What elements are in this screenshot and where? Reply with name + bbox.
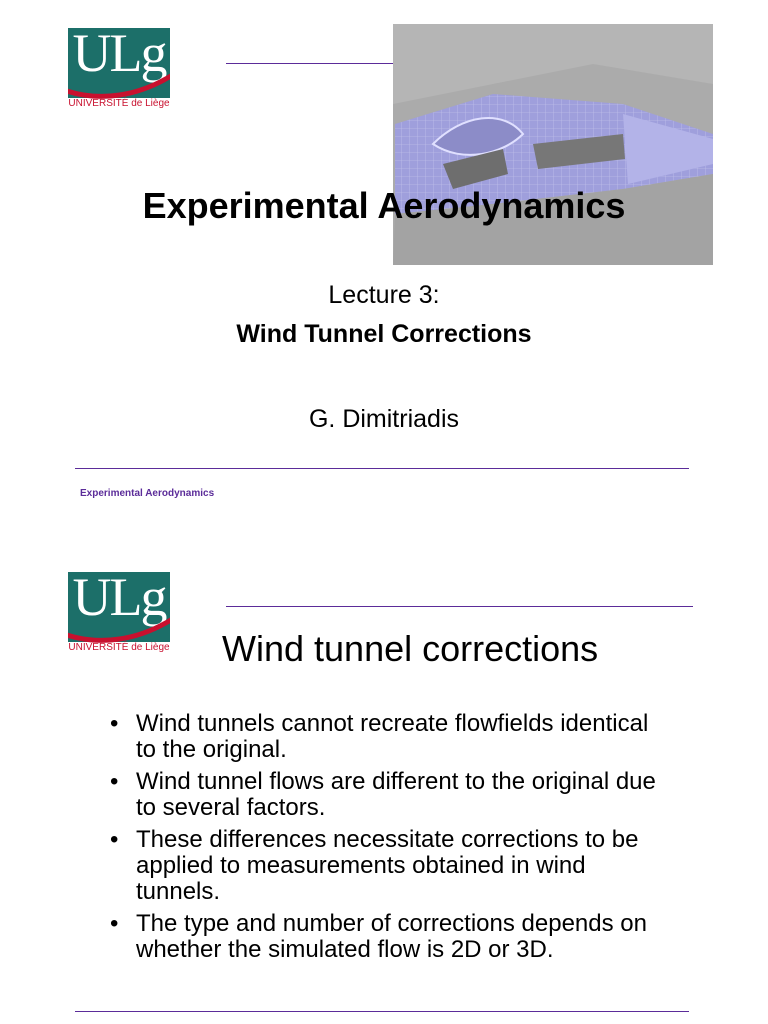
ulg-logo (68, 23, 170, 113)
top-rule (226, 63, 396, 64)
bullet-icon: • (110, 826, 119, 853)
logo-letters: ULg (72, 567, 166, 627)
lecture-subtitle: Wind Tunnel Corrections (236, 320, 532, 348)
bullet-text: These differences necessitate corrections to be applied to measurements obtained in wind tunnels. (136, 826, 639, 905)
bullet-icon: • (110, 710, 119, 737)
list-item (110, 911, 670, 963)
bullet-icon: • (110, 910, 119, 937)
bottom-rule (75, 1011, 689, 1012)
top-rule (226, 606, 693, 607)
slide1-title: Experimental Aerodynamics (142, 185, 626, 226)
ulg-logo (68, 567, 170, 657)
bullet-text: Wind tunnel flows are different to the original due to several factors. (136, 768, 656, 821)
logo-university-name: UNIVERSITÉ de Liège (68, 642, 170, 653)
author-name: G. Dimitriadis (308, 405, 459, 433)
logo-letters: ULg (72, 23, 166, 83)
footer-text: Experimental Aerodynamics (80, 488, 215, 499)
list-item (110, 769, 670, 821)
lecture-number: Lecture 3: (328, 281, 440, 309)
logo-university-name: UNIVERSITÉ de Liège (68, 98, 170, 109)
list-item (110, 827, 670, 905)
wind-tunnel-3d-image (393, 24, 713, 265)
bullet-icon: • (110, 768, 119, 795)
bullet-text: Wind tunnels cannot recreate flowfields identical to the original. (136, 710, 649, 763)
list-item (110, 711, 670, 763)
bullet-text: The type and number of corrections depends on whether the simulated flow is 2D or 3D. (136, 910, 647, 963)
slide-2 (0, 512, 768, 1024)
bottom-rule (75, 468, 689, 469)
bullet-list (110, 711, 670, 969)
slide2-title: Wind tunnel corrections (222, 628, 599, 669)
